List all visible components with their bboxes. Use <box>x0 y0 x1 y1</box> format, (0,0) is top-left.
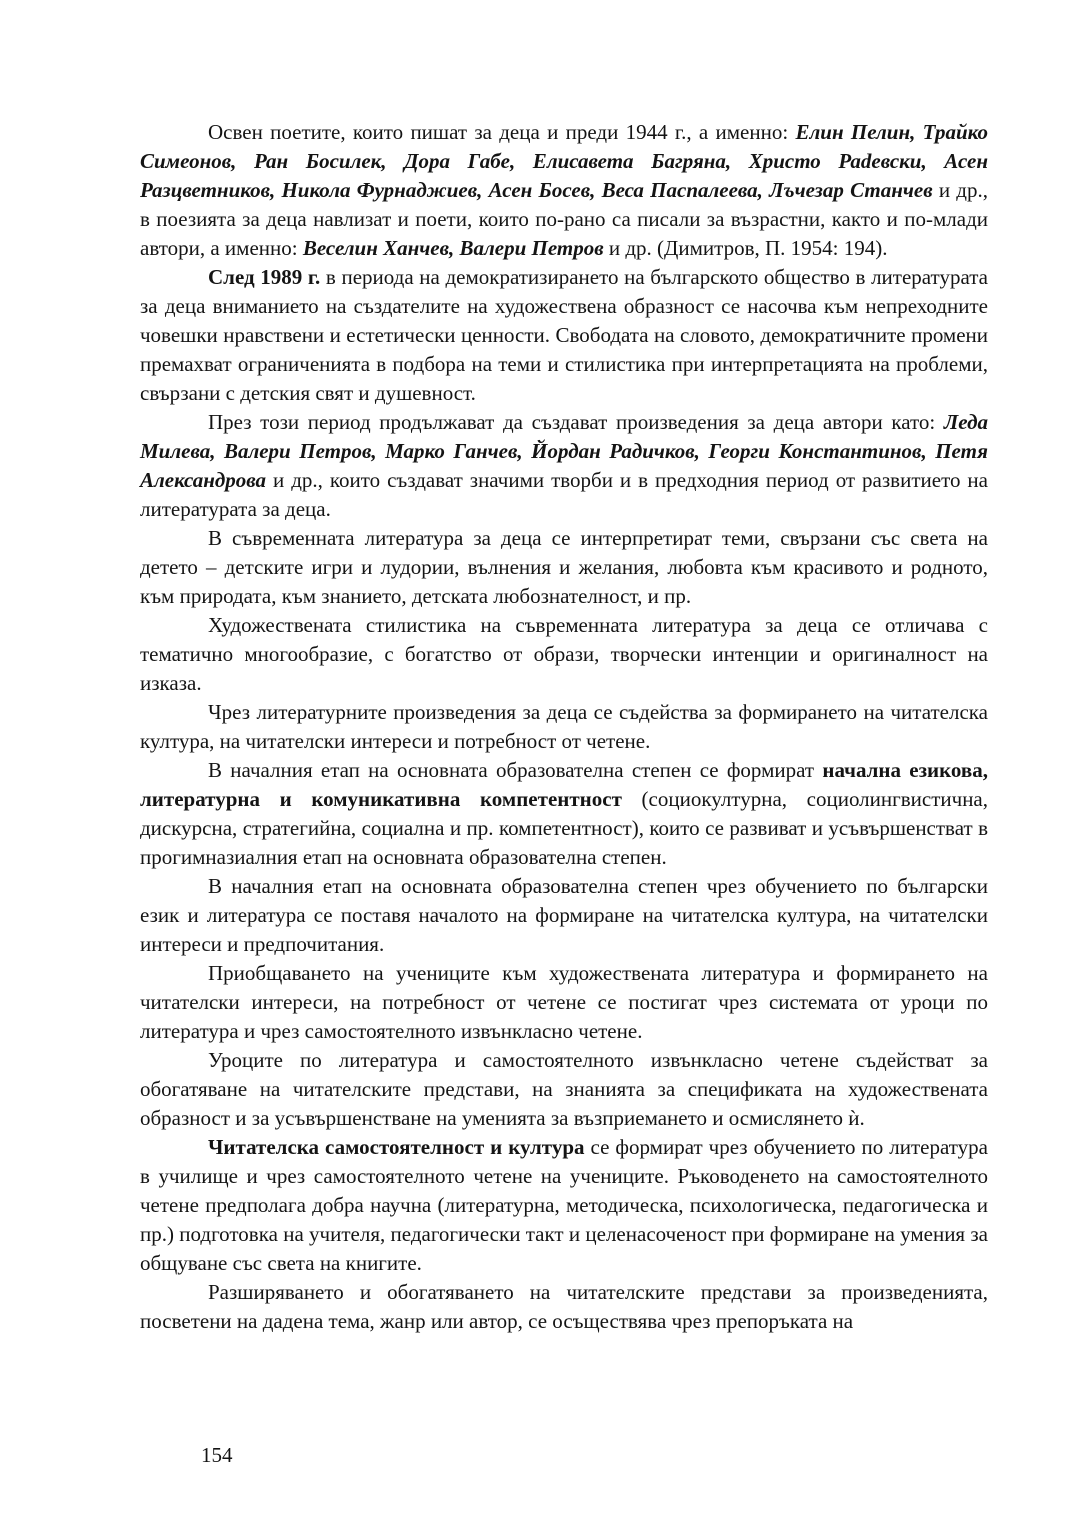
paragraph-8 <box>140 872 988 959</box>
page-number: 154 <box>201 1443 233 1467</box>
author-list: Веселин Ханчев, Валери Петров <box>302 236 604 260</box>
text-span: в периода на демократизирането на българското общество в литературата за деца вниманието на създателите на художествена образност се насочва към непреходните човешки нравствени и естетически ценности. Свободата на словото, демократичните промени премахват ограниченията в подбора на теми и стилистика при интерпретацията на проблеми, свързани с детския свят и душевност. <box>140 265 988 405</box>
author-list: Леда Милева, Валери Петров, Марко Ганчев, Йордан Радичков, Георги Константинов, Петя Александрова <box>140 410 988 492</box>
text-span: През този период продължават да създават произведения за деца автори като: <box>208 410 944 434</box>
paragraph-7 <box>140 756 988 872</box>
text-span: Чрез литературните произведения за деца се съдейства за формирането на читателска култура, на читателски интереси и потребност от четене. <box>140 700 988 753</box>
paragraph-10 <box>140 1046 988 1133</box>
text-span: Уроците по литература и самостоятелното извънкласно четене съдействат за обогатяване на читателските представи, на знанията за спецификата на художествената образност и за усъвършенстване на уменията за възприемането и осмислянето ѝ. <box>140 1048 988 1130</box>
paragraph-6 <box>140 698 988 756</box>
text-span: (социокултурна, социолингвистична, дискурсна, стратегийна, социална и пр. компетентност), които се развиват и усъвършенстват в прогимназиалния етап на основната образователна степен. <box>140 787 988 869</box>
paragraph-3 <box>140 408 988 524</box>
emphasis-competence: начална езикова, литературна и комуникативна компетентност <box>140 758 989 811</box>
paragraph-1 <box>140 118 988 263</box>
text-span: Освен поетите, които пишат за деца и преди 1944 г., а именно: <box>208 120 796 144</box>
text-span: и др., в поезията за деца навлизат и поети, които по-рано са писали за възрастни, както и по-млади автори, а именно: <box>140 178 988 260</box>
text-span: В началния етап на основната образователна степен чрез обучението по български език и литература се поставя началото на формиране на читателска култура, на читателски интереси и предпочитания. <box>140 874 988 956</box>
text-span: се формират чрез обучението по литература в училище и чрез самостоятелното четене на учениците. Ръководенето на самостоятелното четене предполага добра научна (литературна, методическа, психологическа, педагогическа и пр.) подготовка на учителя, педагогически такт и целенасоченост при формиране на умения за общуване със света на книгите. <box>140 1135 988 1275</box>
text-span: В съвременната литература за деца се интерпретират теми, свързани със света на детето – детските игри и лудории, вълнения и желания, любовта към красивото и родното, към природата, към знанието, детската любознателност, и пр. <box>140 526 988 608</box>
paragraph-5 <box>140 611 988 698</box>
text-span: и др., които създават значими творби и в предходния период от развитието на литературата за деца. <box>140 468 988 521</box>
paragraph-11 <box>140 1133 988 1278</box>
text-span: В началния етап на основната образователна степен се формират <box>208 758 823 782</box>
emphasis-year: След 1989 г. <box>208 265 321 289</box>
page-body <box>140 118 988 1336</box>
emphasis-reader-culture: Читателска самостоятелност и култура <box>208 1135 585 1159</box>
paragraph-2 <box>140 263 988 408</box>
text-span: Разширяването и обогатяването на читателските представи за произведенията, посветени на дадена тема, жанр или автор, се осъществява чрез препоръката на <box>140 1280 988 1333</box>
paragraph-9 <box>140 959 988 1046</box>
paragraph-12 <box>140 1278 988 1336</box>
paragraph-4 <box>140 524 988 611</box>
text-span: Приобщаването на учениците към художествената литература и формирането на читателски интереси, на потребност от четене се постигат чрез системата от уроци по литература и чрез самостоятелното извънкласно четене. <box>140 961 988 1043</box>
text-span: и др. (Димитров, П. 1954: 194). <box>603 236 888 260</box>
author-list: Елин Пелин, Трайко Симеонов, Ран Босилек, Дора Габе, Елисавета Багряна, Христо Раdевски, Асен Разцветников, Никола Фурнаджиев, Асен Босев, Веса Паспалеева, Лъчезар Станчев <box>140 120 989 202</box>
text-span: Художествената стилистика на съвременната литература за деца се отличава с тематично многообразие, с богатство от образи, творчески интенции и оригиналност на изказа. <box>140 613 988 695</box>
